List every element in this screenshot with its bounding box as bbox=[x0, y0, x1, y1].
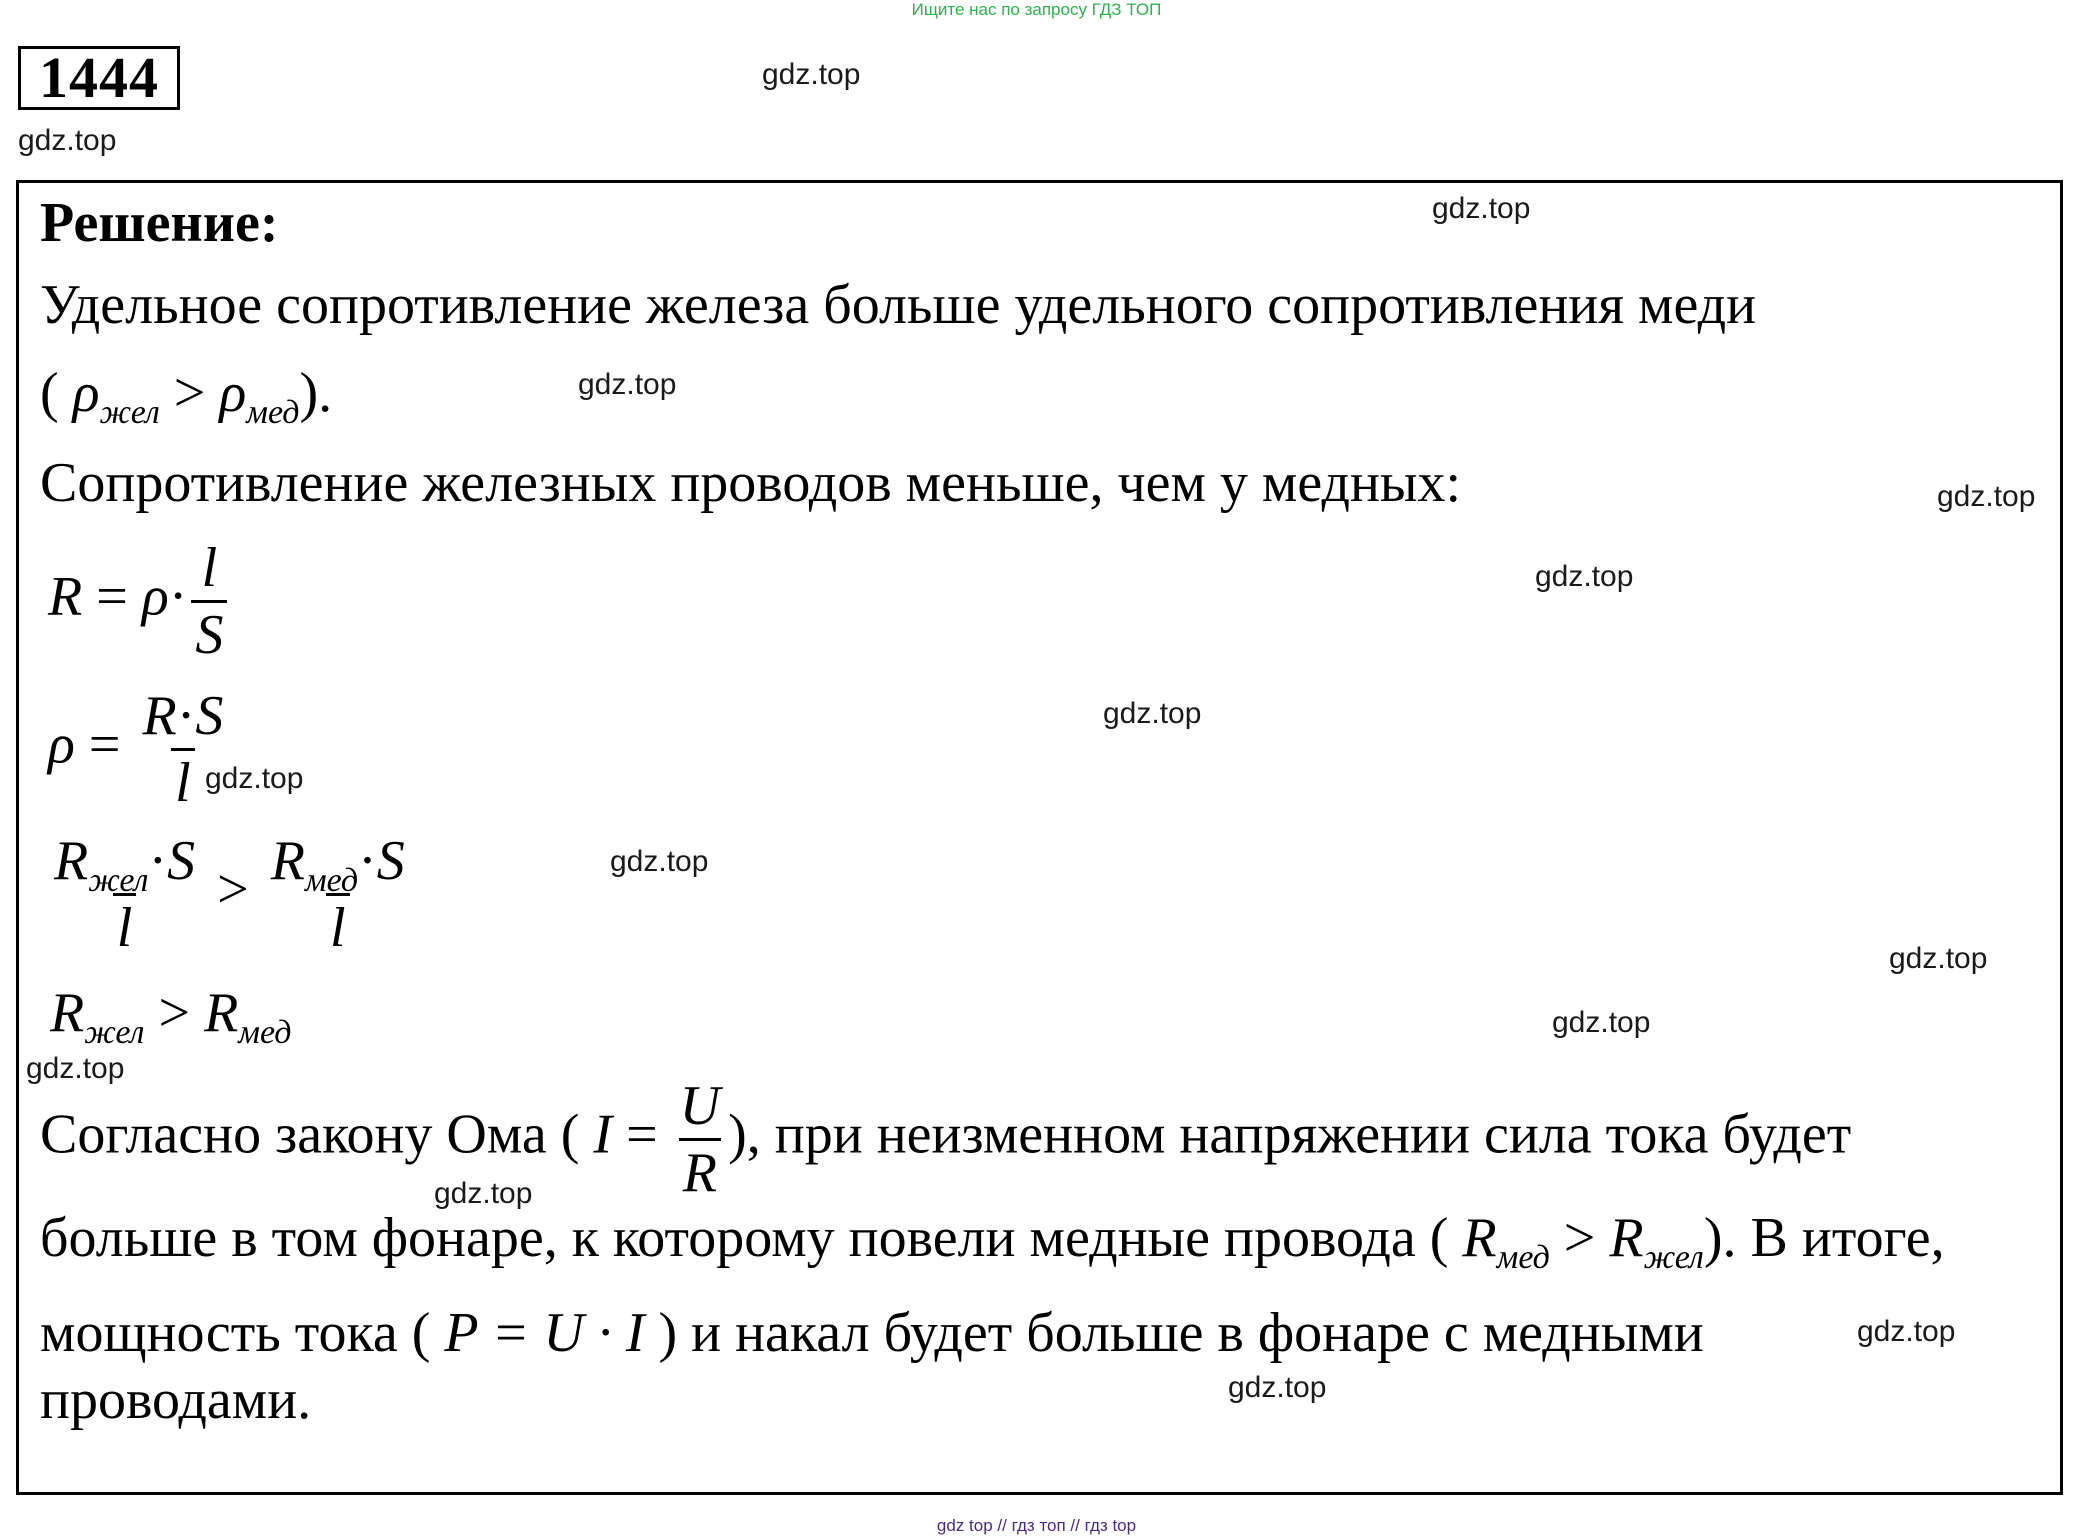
rho-symbol: ρ bbox=[219, 362, 247, 424]
watermark: gdz.top bbox=[578, 368, 677, 401]
text-line-1: Удельное сопротивление железа больше удельного сопротивления меди bbox=[40, 274, 1757, 336]
subscript-copper: мед bbox=[304, 862, 359, 899]
watermark: gdz.top bbox=[1552, 1006, 1651, 1039]
subscript-iron: жел bbox=[88, 862, 149, 899]
numerator-U: U bbox=[679, 1075, 721, 1137]
denominator-l: l bbox=[326, 893, 350, 956]
formula-comparison bbox=[46, 830, 413, 959]
num-S: S bbox=[376, 830, 405, 892]
watermark: gdz.top bbox=[1857, 1315, 1956, 1348]
watermark: gdz.top bbox=[18, 124, 117, 157]
formula-eq: = bbox=[96, 565, 128, 628]
num-dot: · bbox=[358, 830, 377, 892]
num-R: R bbox=[142, 685, 177, 747]
watermark: gdz.top bbox=[1889, 942, 1988, 975]
more-R: R bbox=[1609, 1207, 1644, 1269]
formula-rho-lhs: ρ bbox=[48, 713, 75, 776]
numerator-l: l bbox=[201, 537, 218, 599]
subscript-iron: жел bbox=[1643, 1239, 1704, 1276]
fraction-RS-over-l bbox=[138, 685, 227, 814]
paren-close: ). bbox=[299, 362, 333, 424]
subscript-copper: мед bbox=[238, 1014, 292, 1051]
num-S: S bbox=[167, 830, 196, 892]
formula-R: R bbox=[48, 565, 83, 628]
denominator-R: R bbox=[679, 1138, 721, 1201]
num-dot: · bbox=[148, 830, 168, 892]
text-last-line: проводами. bbox=[40, 1369, 312, 1431]
result-R: R bbox=[50, 982, 85, 1044]
more-text-start: больше в том фонаре, к которому повели медные провода ( bbox=[40, 1207, 1449, 1269]
numerator-iron bbox=[50, 830, 199, 899]
power-text-end: ) и накал будет больше в фонаре с медными bbox=[658, 1302, 1704, 1364]
formula-dot: · bbox=[168, 565, 188, 628]
text-ohm-law bbox=[40, 1075, 1852, 1204]
fraction-copper bbox=[267, 830, 409, 959]
denominator-S: S bbox=[191, 600, 227, 663]
gt-sign: > bbox=[158, 982, 191, 1044]
subscript-iron: жел bbox=[84, 1014, 145, 1051]
watermark: gdz.top bbox=[1228, 1371, 1327, 1404]
gt-sign: > bbox=[1563, 1207, 1596, 1269]
numerator-RS bbox=[138, 685, 227, 748]
num-dot: · bbox=[176, 685, 196, 747]
top-banner: Ищите нас по запросу ГДЗ ТОП bbox=[911, 0, 1162, 19]
watermark: gdz.top bbox=[434, 1177, 533, 1210]
formula-result bbox=[50, 982, 292, 1051]
gt-sign: > bbox=[217, 858, 249, 921]
more-text-end: ). В итоге, bbox=[1703, 1207, 1945, 1269]
formula-rho: ρ bbox=[141, 565, 169, 628]
ohm-text-end: ), при неизменном напряжении сила тока будет bbox=[728, 1103, 1852, 1166]
watermark: gdz.top bbox=[610, 845, 709, 878]
num-R: R bbox=[54, 830, 89, 892]
text-power bbox=[40, 1302, 1704, 1364]
fraction-U-over-R bbox=[676, 1075, 724, 1204]
ohm-text-start: Согласно закону Ома ( bbox=[40, 1103, 580, 1166]
watermark: gdz.top bbox=[1103, 697, 1202, 730]
watermark: gdz.top bbox=[1432, 192, 1531, 225]
formula-eq: = bbox=[88, 713, 121, 776]
watermark: gdz.top bbox=[205, 762, 304, 795]
more-R: R bbox=[1462, 1207, 1497, 1269]
gt-sign: > bbox=[173, 362, 206, 424]
problem-number: 1444 bbox=[18, 46, 180, 110]
text-line-3: Сопротивление железных проводов меньше, чем у медных: bbox=[40, 452, 1462, 514]
subscript-copper: мед bbox=[246, 394, 300, 431]
paren-open: ( bbox=[40, 362, 59, 424]
power-text-start: мощность тока ( bbox=[40, 1302, 431, 1364]
watermark: gdz.top bbox=[1937, 480, 2036, 513]
rho-comparison bbox=[40, 362, 333, 431]
ohm-eq: = bbox=[626, 1103, 658, 1166]
num-S: S bbox=[195, 685, 224, 747]
solution-heading: Решение: bbox=[40, 192, 279, 254]
formula-resistance bbox=[48, 537, 231, 666]
subscript-copper: мед bbox=[1496, 1239, 1550, 1276]
result-R: R bbox=[204, 982, 239, 1044]
ohm-I: I bbox=[593, 1103, 613, 1166]
numerator-copper bbox=[267, 830, 409, 899]
rho-symbol: ρ bbox=[72, 362, 100, 424]
denominator-l: l bbox=[113, 893, 137, 956]
formula-rho bbox=[48, 685, 231, 814]
watermark: gdz.top bbox=[1535, 560, 1634, 593]
fraction-iron bbox=[50, 830, 199, 959]
power-formula: P = U · I bbox=[444, 1302, 645, 1364]
subscript-iron: жел bbox=[99, 394, 160, 431]
denominator-l: l bbox=[171, 748, 195, 811]
watermark: gdz.top bbox=[762, 58, 861, 91]
num-R: R bbox=[270, 830, 305, 892]
footer-links[interactable]: gdz top // гдз топ // гдз top bbox=[936, 1516, 1137, 1535]
watermark: gdz.top bbox=[26, 1052, 125, 1085]
text-more-current bbox=[40, 1207, 1945, 1276]
fraction-l-over-S bbox=[191, 537, 227, 666]
